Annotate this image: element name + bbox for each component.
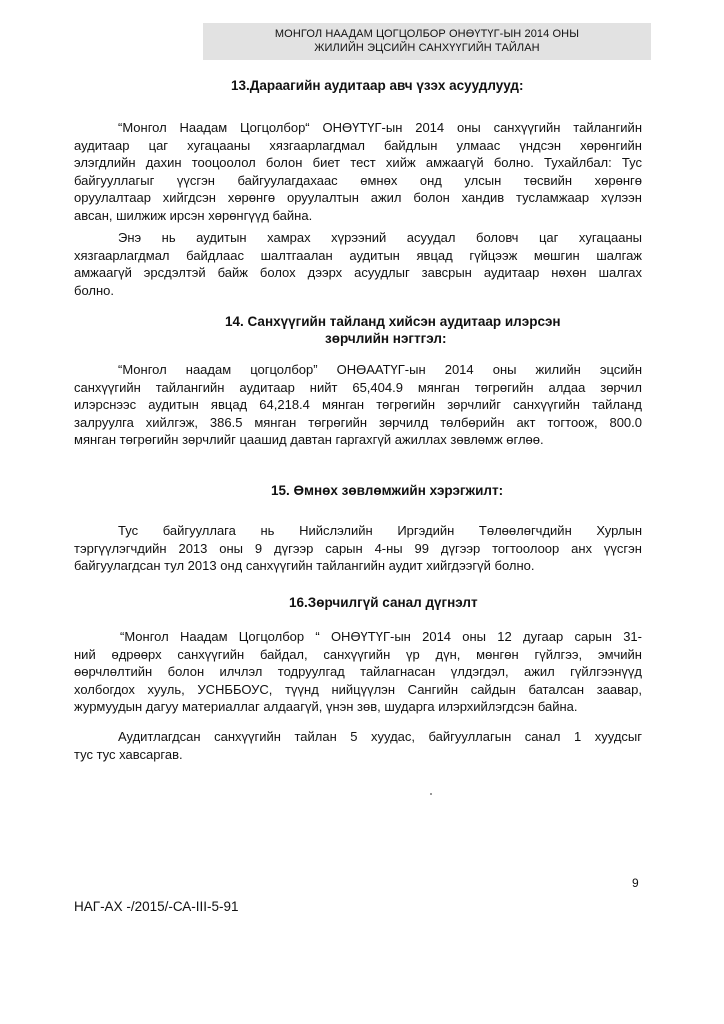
header-line-2: ЖИЛИЙН ЭЦСИЙН САНХҮҮГИЙН ТАЙЛАН	[314, 42, 540, 54]
paragraph-line: “Монгол Наадам Цогцолбор“ ОНӨҮТҮГ-ын 2014 оны санхүүгийн тайлангийн	[118, 120, 642, 135]
paragraph-line: оруулалтаар хийгдсэн хөрөнгө оруулалтын ажил болон хандив тусламжаар хүлээн	[74, 190, 642, 205]
section-16-paragraph-1	[74, 628, 642, 716]
paragraph-line: журмуудын дагуу материаллаг алдаагүй, үнэн зөв, шударга илэрхийлэгдсэн байна.	[74, 699, 578, 714]
section-13-paragraph-1	[74, 119, 642, 224]
section-13-heading: 13.Дараагийн аудитаар авч үзэх асуудлууд:	[231, 78, 524, 93]
paragraph-line: “Монгол Наадам Цогцолбор “ ОНӨҮТҮГ-ын 2014 оны 12 дугаар сарын 31-	[120, 629, 642, 644]
section-16-heading: 16.Зөрчилгүй санал дүгнэлт	[289, 595, 478, 610]
section-15-paragraph-1	[74, 522, 642, 575]
paragraph-line: холбогдох хууль, УСНББОУС, түүнд нийцүүлэн Сангийн сайдын баталсан заавар,	[74, 681, 642, 697]
page-number: 9	[632, 876, 639, 890]
paragraph-line: тус тус хавсаргав.	[74, 746, 183, 762]
page-header	[203, 23, 651, 60]
paragraph-line: өөрчлөлтийн болон илчлэл тодруулгад тайлагнасан үлдэгдэл, ажил гүйлгээнүүд	[74, 664, 642, 679]
paragraph-line: элэгдлийн дахин тооцоолол болон биет тест хийж амжаагүй болно. Тухайлбал: Тус	[74, 155, 642, 170]
paragraph-line: байгууллагыг үүсгэн байгуулагдахаас өмнөх онд улсын төсвийн хөрөнгө	[74, 172, 642, 188]
paragraph-line: залруулга хийлгэж, 386.5 мянган төгрөгийн зөрчилд төлбөрийн акт тогтоож, 800.0	[74, 414, 642, 430]
section-16-paragraph-2	[74, 728, 642, 763]
paragraph-line: хязгаарлагдмал байдлаас шалтгаалан аудитын явцад гүйцээж мөшгин шалгаж	[74, 247, 642, 263]
paragraph-line: байгуулагдсан тул 2013 онд санхүүгийн тайлангийн аудит хийгдээгүй болно.	[74, 558, 535, 573]
paragraph-line: болно.	[74, 282, 114, 298]
paragraph-line: мянган төгрөгийн зөрчлийг цаашид давтан гаргахгүй ажиллах зөвлөмж өглөө.	[74, 432, 544, 447]
paragraph-line: Энэ нь аудитын хамрах хүрээний асуудал боловч цаг хугацааны	[118, 230, 642, 245]
paragraph-line: аудитаар цаг хугацааны хязгаарлагдмал байдлын улмаас үндсэн хөрөнгийн	[74, 137, 642, 153]
header-line-1: МОНГОЛ НААДАМ ЦОГЦОЛБОР ОНӨҮТҮГ-ЫН 2014 ОНЫ	[274, 28, 580, 40]
paragraph-line: Аудитлагдсан санхүүгийн тайлан 5 хуудас, байгууллагын санал 1 хуудсыг	[118, 729, 642, 744]
section-15-heading: 15. Өмнөх зөвлөмжийн хэрэгжилт:	[271, 483, 504, 498]
paragraph-line: амжаагүй эрсдэлтэй байж болох дээрх асуудлыг завсрын аудитаар нөхөн шалгах	[74, 265, 642, 280]
paragraph-line: ний өдрөөрх санхүүгийн байдал, санхүүгийн үр дүн, мөнгөн гүйлгээ, эмчийн	[74, 646, 642, 662]
paragraph-line: авсан, шилжиж ирсэн хөрөнгүүд байна.	[74, 207, 313, 223]
paragraph-line: тэргүүлэгчдийн 2013 оны 9 дүгээр сарын 4-ны 99 дүгээр тогтоолоор анх үүсгэн	[74, 540, 642, 556]
document-code: НАГ-АХ -/2015/-СА-III-5-91	[74, 899, 239, 914]
paragraph-line: санхүүгийн тайлангийн аудитаар нийт 65,404.9 мянган төгрөгийн алдаа зөрчил	[74, 379, 642, 395]
section-14-paragraph-1	[74, 361, 642, 449]
section-13-paragraph-2	[74, 229, 642, 299]
paragraph-line: Тус байгууллага нь Нийслэлийн Иргэдийн Төлөөлөгчдийн Хурлын	[118, 523, 642, 538]
scan-speck	[430, 793, 432, 795]
section-14-heading-line-1: 14. Санхүүгийн тайланд хийсэн аудитаар илэрсэн	[225, 314, 561, 329]
section-14-heading-line-2: зөрчлийн нэгтгэл:	[325, 331, 447, 346]
paragraph-line: “Монгол наадам цогцолбор” ОНӨААТҮГ-ын 2014 оны жилийн эцсийн	[118, 362, 642, 377]
paragraph-line: илэрснээс аудитын явцад 64,218.4 мянган төгрөгийн зөрчлийг санхүүгийн тайланд	[74, 397, 642, 412]
